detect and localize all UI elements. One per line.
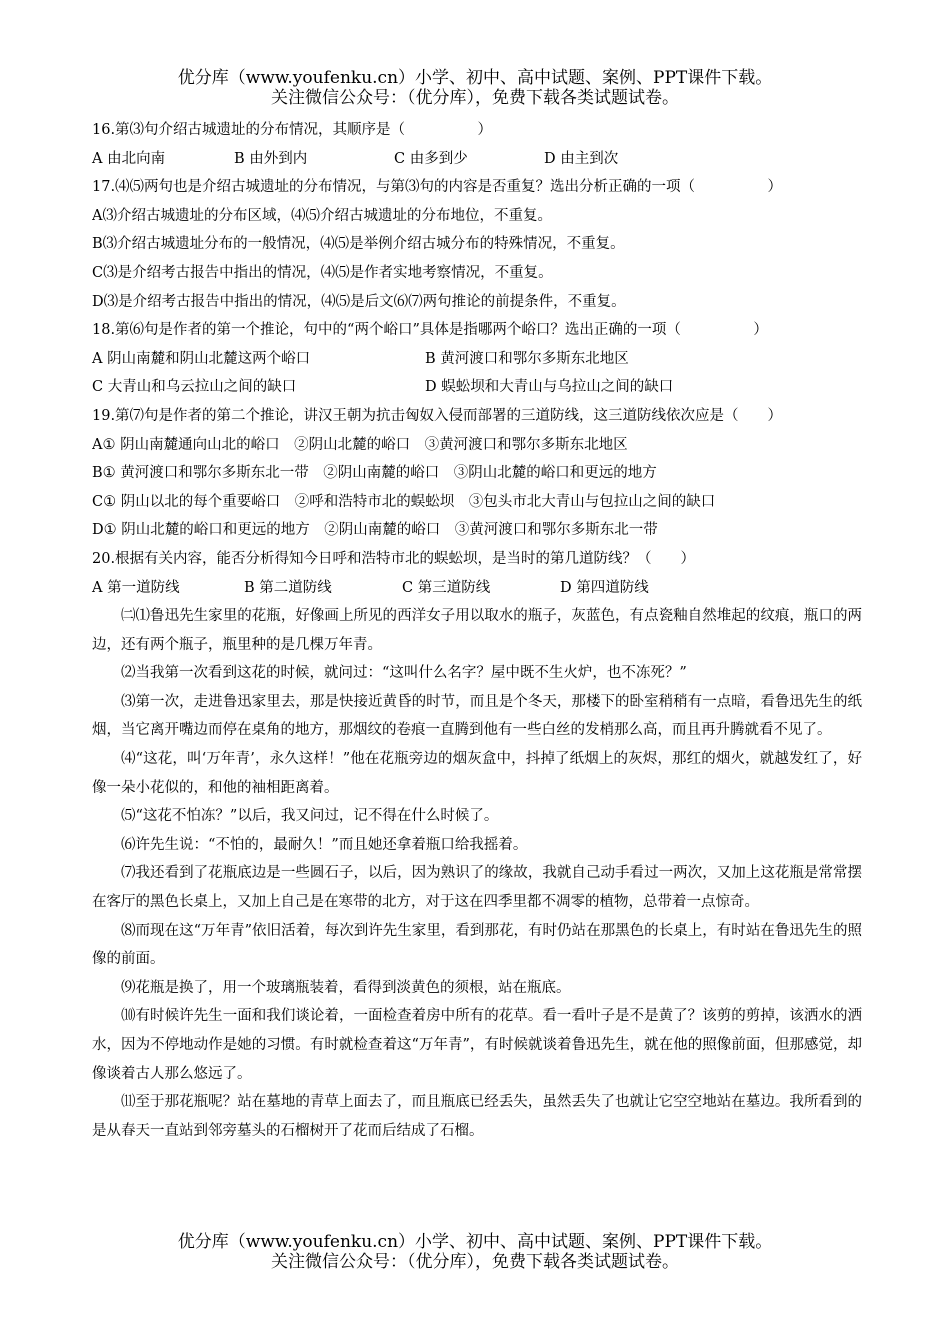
option-d: D 蜈蚣坝和大青山与乌拉山之间的缺口 xyxy=(425,379,674,396)
header-line-2: 关注微信公众号：（优分库），免费下载各类试题试卷。 xyxy=(271,88,679,108)
question-20-stem: 20.根据有关内容，能否分析得知今日呼和浩特市北的蜈蚣坝，是当时的第几道防线？（ ） xyxy=(92,550,696,567)
option-d: D⑶是介绍考古报告中指出的情况，⑷⑸是后文⑹⑺两句推论的前提条件，不重复。 xyxy=(92,293,626,310)
passage-paragraph: ⑷“这花，叫‘万年青’，永久这样！”他在花瓶旁边的烟灰盒中，抖掉了纸烟上的灰烬，那红的烟火，就越发红了，好像一朵小花似的，和他的袖相距离着。 xyxy=(92,751,862,796)
option-d: D 第四道防线 xyxy=(560,579,649,596)
option-a: A① 阴山南麓通向山北的峪口 ②阴山北麓的峪口 ③黄河渡口和鄂尔多斯东北地区 xyxy=(92,436,628,453)
passage-paragraph: ⑼花瓶是换了，用一个玻璃瓶装着，看得到淡黄色的须根，站在瓶底。 xyxy=(121,979,571,996)
question-17-stem: 17.⑷⑸两句也是介绍古城遗址的分布情况，与第⑶句的内容是否重复？选出分析正确的一项（ ） xyxy=(92,179,783,196)
question-20-options xyxy=(92,574,862,603)
header-line-1: 优分库（www.youfenku.cn）小学、初中、高中试题、案例、PPT课件下载。 xyxy=(177,68,773,88)
question-18-options-row-2 xyxy=(92,373,862,402)
passage-paragraph: ⑾至于那花瓶呢？站在墓地的青草上面去了，而且瓶底已经丢失，虽然丢失了也就让它空空地站在墓边。我所看到的是从春天一直站到邻旁墓头的石榴树开了花而后结成了石榴。 xyxy=(92,1094,862,1139)
passage-paragraph: ⑺我还看到了花瓶底边是一些圆石子，以后，因为熟识了的缘故，我就自己动手看过一两次，又加上这花瓶是常常摆在客厅的黑色长桌上，又加上自己是在寒带的北方，对于这在四季里都不凋零的植物，总带着一点惊奇。 xyxy=(92,865,862,911)
option-c: C① 阴山以北的每个重要峪口 ②呼和浩特市北的蜈蚣坝 ③包头市北大青山与包拉山之间的缺口 xyxy=(92,493,716,510)
passage-paragraph: ⑶第一次，走进鲁迅家里去，那是快接近黄昏的时节，而且是个冬天，那楼下的卧室稍稍有一点暗，看鲁迅先生的纸烟，当它离开嘴边而停在桌角的地方，那烟纹的卷痕一直腾到他有一些白丝的发梢那么高，而且再升腾就看不见了。 xyxy=(92,693,862,739)
footer-line-2: 关注微信公众号：（优分库），免费下载各类试题试卷。 xyxy=(271,1252,679,1272)
option-d: D① 阴山北麓的峪口和更远的地方 ②阴山南麓的峪口 ③黄河渡口和鄂尔多斯东北一带 xyxy=(92,522,658,539)
passage-paragraph: ⑸“这花不怕冻？”以后，我又问过，记不得在什么时候了。 xyxy=(121,808,499,825)
question-16-options xyxy=(92,145,862,174)
option-c: C 第三道防线 xyxy=(402,579,491,596)
option-b: B① 黄河渡口和鄂尔多斯东北一带 ②阴山南麓的峪口 ③阴山北麓的峪口和更远的地方 xyxy=(92,465,657,482)
passage-paragraph: ⑻而现在这“万年青”依旧活着，每次到许先生家里，看到那花，有时仍站在那黑色的长桌上，有时站在鲁迅先生的照像的前面。 xyxy=(92,922,862,968)
option-a: A 阴山南麓和阴山北麓这两个峪口 xyxy=(92,350,311,367)
page-footer xyxy=(0,1232,950,1272)
question-18-stem: 18.第⑹句是作者的第一个推论，句中的“两个峪口”具体是指哪两个峪口？选出正确的一项（ ） xyxy=(92,322,768,339)
question-19-stem: 19.第⑺句是作者的第二个推论，讲汉王朝为抗击匈奴入侵而部署的三道防线，这三道防线依次应是（ ） xyxy=(92,407,783,424)
question-18-options-row-1 xyxy=(92,345,862,374)
footer-line-1: 优分库（www.youfenku.cn）小学、初中、高中试题、案例、PPT课件下载。 xyxy=(177,1232,773,1252)
option-a: A⑶介绍古城遗址的分布区域，⑷⑸介绍古城遗址的分布地位，不重复。 xyxy=(92,207,552,224)
question-16-stem: 16.第⑶句介绍古城遗址的分布情况，其顺序是（ ） xyxy=(92,122,493,138)
option-c: C 由多到少 xyxy=(394,150,468,167)
option-b: B 由外到内 xyxy=(234,150,308,167)
passage-paragraph: ⑹许先生说：“不怕的，最耐久！”而且她还拿着瓶口给我摇着。 xyxy=(121,836,528,853)
option-b: B 黄河渡口和鄂尔多斯东北地区 xyxy=(425,350,629,367)
option-c: C⑶是介绍考古报告中指出的情况，⑷⑸是作者实地考察情况，不重复。 xyxy=(92,264,553,281)
passage-paragraph: ⑵当我第一次看到这花的时候，就问过：“这叫什么名字？屋中既不生火炉，也不冻死？” xyxy=(121,665,687,682)
page-header xyxy=(0,68,950,108)
option-d: D 由主到次 xyxy=(544,150,619,167)
passage-paragraph: ㈡⑴鲁迅先生家里的花瓶，好像画上所见的西洋女子用以取水的瓶子，灰蓝色，有点瓷釉自然堆起的纹痕，瓶口的两边，还有两个瓶子，瓶里种的是几棵万年青。 xyxy=(92,608,862,653)
option-a: A 第一道防线 xyxy=(92,579,180,596)
option-b: B 第二道防线 xyxy=(244,579,332,596)
passage-paragraph: ⑽有时候许先生一面和我们谈论着，一面检查着房中所有的花草。看一看叶子是不是黄了？该剪的剪掉，该洒水的洒水，因为不停地动作是她的习惯。有时就检查着这“万年青”，有时候就谈着鲁迅先生，就在他的照像前面，但那感觉，却像谈着古人那么悠远了。 xyxy=(92,1008,862,1082)
option-a: A 由北向南 xyxy=(92,150,166,167)
option-b: B⑶介绍古城遗址分布的一般情况，⑷⑸是举例介绍古城分布的特殊情况，不重复。 xyxy=(92,236,625,253)
option-c: C 大青山和乌云拉山之间的缺口 xyxy=(92,379,297,396)
exam-content xyxy=(92,116,862,1145)
